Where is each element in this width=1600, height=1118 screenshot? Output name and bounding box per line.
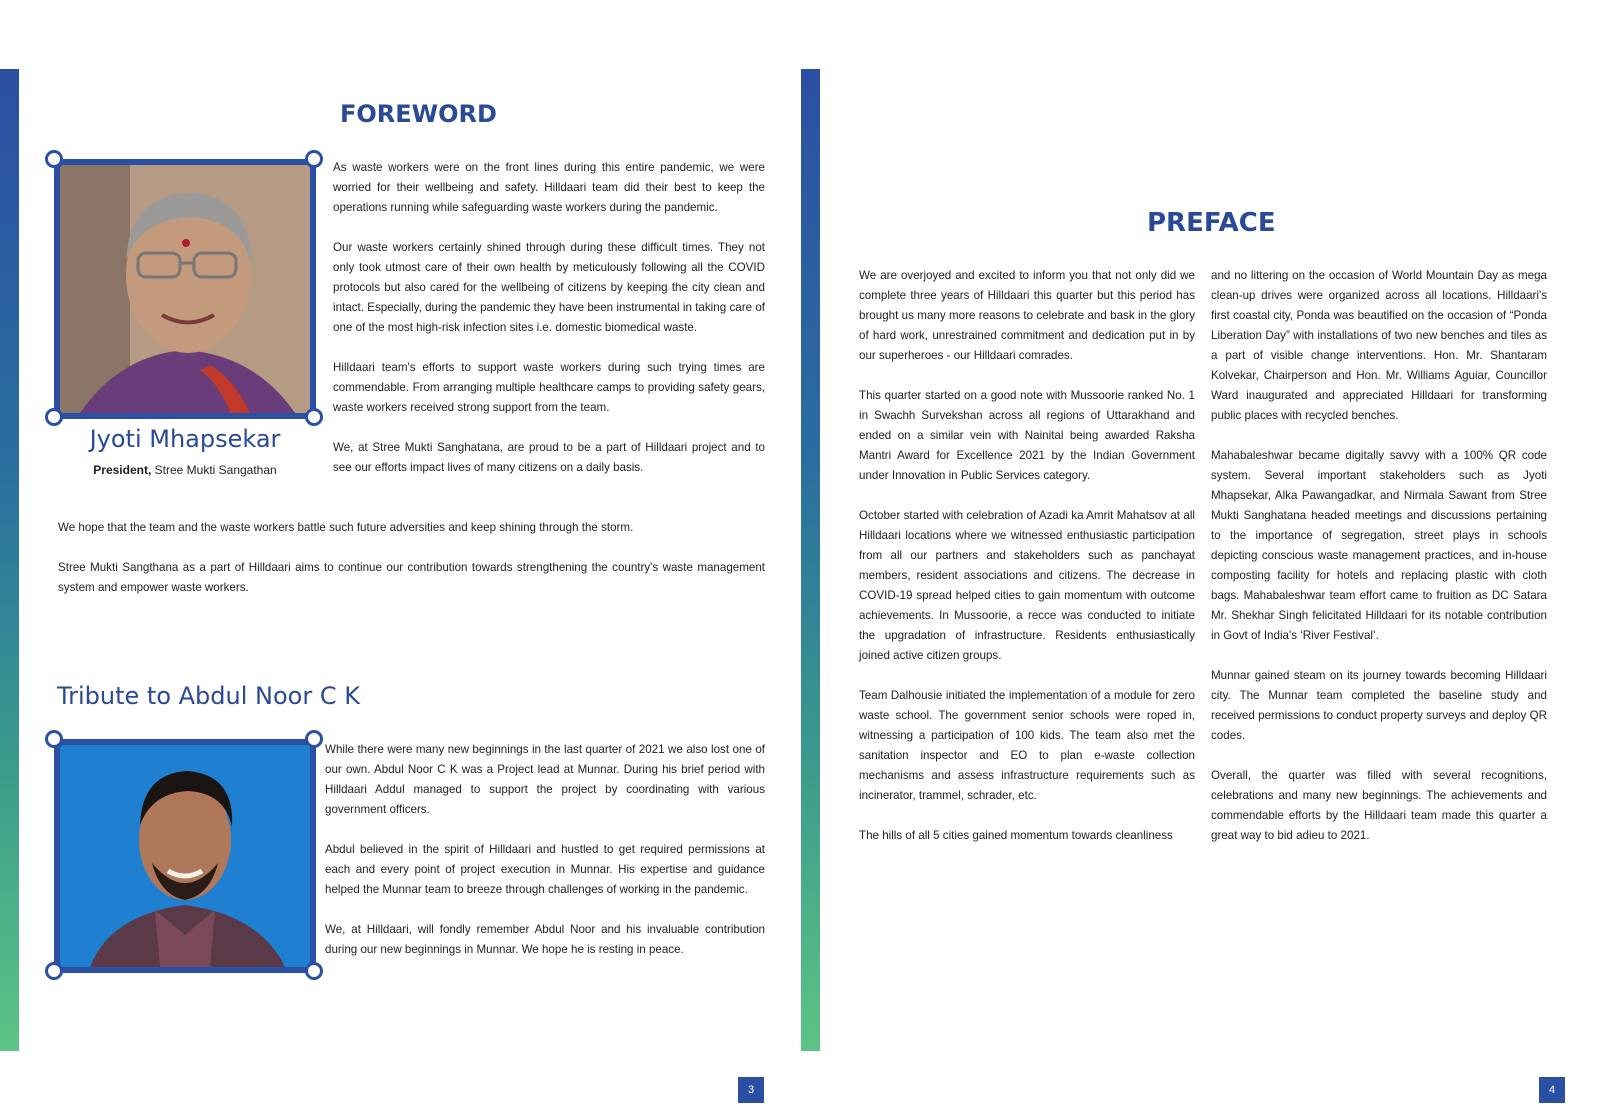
preface-paragraph: October started with celebration of Azadi ka Amrit Mahatsov at all Hilldaari locations where we witnessed enthusiastic participation from all our partners and stakeholders such as panchayat members, resident associations and citizens. The decrease in COVID-19 spread helped cities to gain momentum with outcome achievements. In Mussoorie, a recce was conducted to initiate the upgradation of infrastructure. Residents enthusiastically joined active citizen groups. <box>859 509 1195 662</box>
page-number-4: 4 <box>1539 1077 1565 1103</box>
preface-column-left <box>859 266 1195 866</box>
preface-paragraph: Mahabaleshwar became digitally savvy with a 100% QR code system. Several important stakeholders such as Jyoti Mhapsekar, Alka Pawangadkar, and Nirmala Sawant from Stree Mukti Sanghatana headed meetings and discussions pertaining to the importance of segregation, street plays in schools depicting conscious waste management practices, and in-house composting facility for hotels and replacing plastic with cloth bags. Mahabaleshwar team effort came to fruition as DC Satara Mr. Shekhar Singh felicitated Hilldaari for its notable contribution in Govt of India's ‘River Festival’. <box>1211 449 1547 642</box>
frame-corner-decoration <box>45 150 63 168</box>
foreword-paragraph: Stree Mukti Sangthana as a part of Hilldaari aims to continue our contribution towards strengthening the country's waste management system and empower waste workers. <box>58 561 765 594</box>
tribute-title: Tribute to Abdul Noor C K <box>57 682 360 710</box>
preface-column-right <box>1211 266 1547 866</box>
foreword-full-width-body <box>58 518 765 618</box>
preface-paragraph: We are overjoyed and excited to inform you that not only did we complete three years of Hilldaari this quarter but this period has brought us many more reasons to celebrate and bask in the glory of hard work, unrestrained commitment and dedication put in by our superheroes - our Hilldaari comrades. <box>859 269 1195 362</box>
portrait-abdul-photo <box>54 739 316 973</box>
frame-corner-decoration <box>45 730 63 748</box>
frame-corner-decoration <box>305 730 323 748</box>
preface-title: PREFACE <box>1147 208 1276 238</box>
frame-corner-decoration <box>305 962 323 980</box>
preface-paragraph: This quarter started on a good note with Mussoorie ranked No. 1 in Swachh Survekshan across all regions of Uttarakhand and ended on a similar vein with Nainital being awarded Raksha Mantri Award for Excellence 2021 by the Indian Government under Innovation in Public Services category. <box>859 389 1195 482</box>
author-title <box>54 463 316 477</box>
frame-corner-decoration <box>305 408 323 426</box>
foreword-body <box>333 158 765 498</box>
frame-corner-decoration <box>45 962 63 980</box>
preface-paragraph: Munnar gained steam on its journey towards becoming Hilldaari city. The Munnar team completed the baseline study and received permissions to conduct property surveys and deploy QR codes. <box>1211 669 1547 742</box>
author-name: Jyoti Mhapsekar <box>89 425 281 453</box>
preface-paragraph: and no littering on the occasion of World Mountain Day as mega clean-up drives were organized across all locations. Hilldaari's first coastal city, Ponda was beautified on the occasion of “Ponda Liberation Day” with installations of two new benches and tiles as a part of visible change interventions. Hon. Mr. Shantaram Kolvekar, Chairperson and Hon. Mr. Williams Aguiar, Councillor Ward inaugurated and appreciated Hilldaari for transforming public places with recycled benches. <box>1211 269 1547 422</box>
author-org: Stree Mukti Sangathan <box>151 463 277 477</box>
foreword-title: FOREWORD <box>340 100 497 128</box>
preface-paragraph: Team Dalhousie initiated the implementation of a module for zero waste school. The government senior schools were roped in, witnessing a participation of 100 kids. The team also met the sanitation inspector and EO to plan e-waste collection mechanisms and assess infrastructure requirements such as incinerator, trammel, schrader, etc. <box>859 689 1195 802</box>
author-role: President, <box>93 463 152 477</box>
tribute-paragraph: Abdul believed in the spirit of Hilldaari and hustled to get required permissions at each and every point of project execution in Munnar. His expertise and guidance helped the Munnar team to breeze through challenges of working in the pandemic. <box>325 843 765 896</box>
foreword-paragraph: Hilldaari team's efforts to support waste workers during such trying times are commendable. From arranging multiple healthcare camps to providing safety gears, waste workers received strong support from the team. <box>333 361 765 414</box>
foreword-paragraph: We, at Stree Mukti Sanghatana, are proud to be a part of Hilldaari project and to see our efforts impact lives of many citizens on a daily basis. <box>333 441 765 474</box>
preface-paragraph: Overall, the quarter was filled with several recognitions, celebrations and many new beginnings. The achievements and commendable efforts by the Hilldaari team made this quarter a great way to bid adieu to 2021. <box>1211 769 1547 842</box>
page-number-3: 3 <box>738 1077 764 1103</box>
foreword-paragraph: We hope that the team and the waste workers battle such future adversities and keep shining through the storm. <box>58 521 634 534</box>
preface-paragraph: The hills of all 5 cities gained momentum towards cleanliness <box>859 829 1173 842</box>
foreword-paragraph: As waste workers were on the front lines during this entire pandemic, we were worried for their wellbeing and safety. Hilldaari team did their best to keep the operations running while safeguarding waste workers during the pandemic. <box>333 161 765 214</box>
frame-corner-decoration <box>305 150 323 168</box>
frame-corner-decoration <box>45 408 63 426</box>
left-page-accent-bar <box>0 69 19 1051</box>
tribute-body <box>325 740 765 980</box>
foreword-paragraph: Our waste workers certainly shined through during these difficult times. They not only took utmost care of their own health by meticulously following all the COVID protocols but also cared for the wellbeing of citizens by keeping the city clean and intact. Especially, during the pandemic they have been instrumental in taking care of one of the most high-risk infection sites i.e. domestic biomedical waste. <box>333 241 765 334</box>
portrait-jyoti-photo <box>54 159 316 419</box>
right-page-accent-bar <box>801 69 820 1051</box>
tribute-paragraph: We, at Hilldaari, will fondly remember Abdul Noor and his invaluable contribution during our new beginnings in Munnar. We hope he is resting in peace. <box>325 923 765 956</box>
tribute-paragraph: While there were many new beginnings in the last quarter of 2021 we also lost one of our own. Abdul Noor C K was a Project lead at Munnar. During his brief period with Hilldaari Addul managed to support the project by coordinating with various government officers. <box>325 743 765 816</box>
